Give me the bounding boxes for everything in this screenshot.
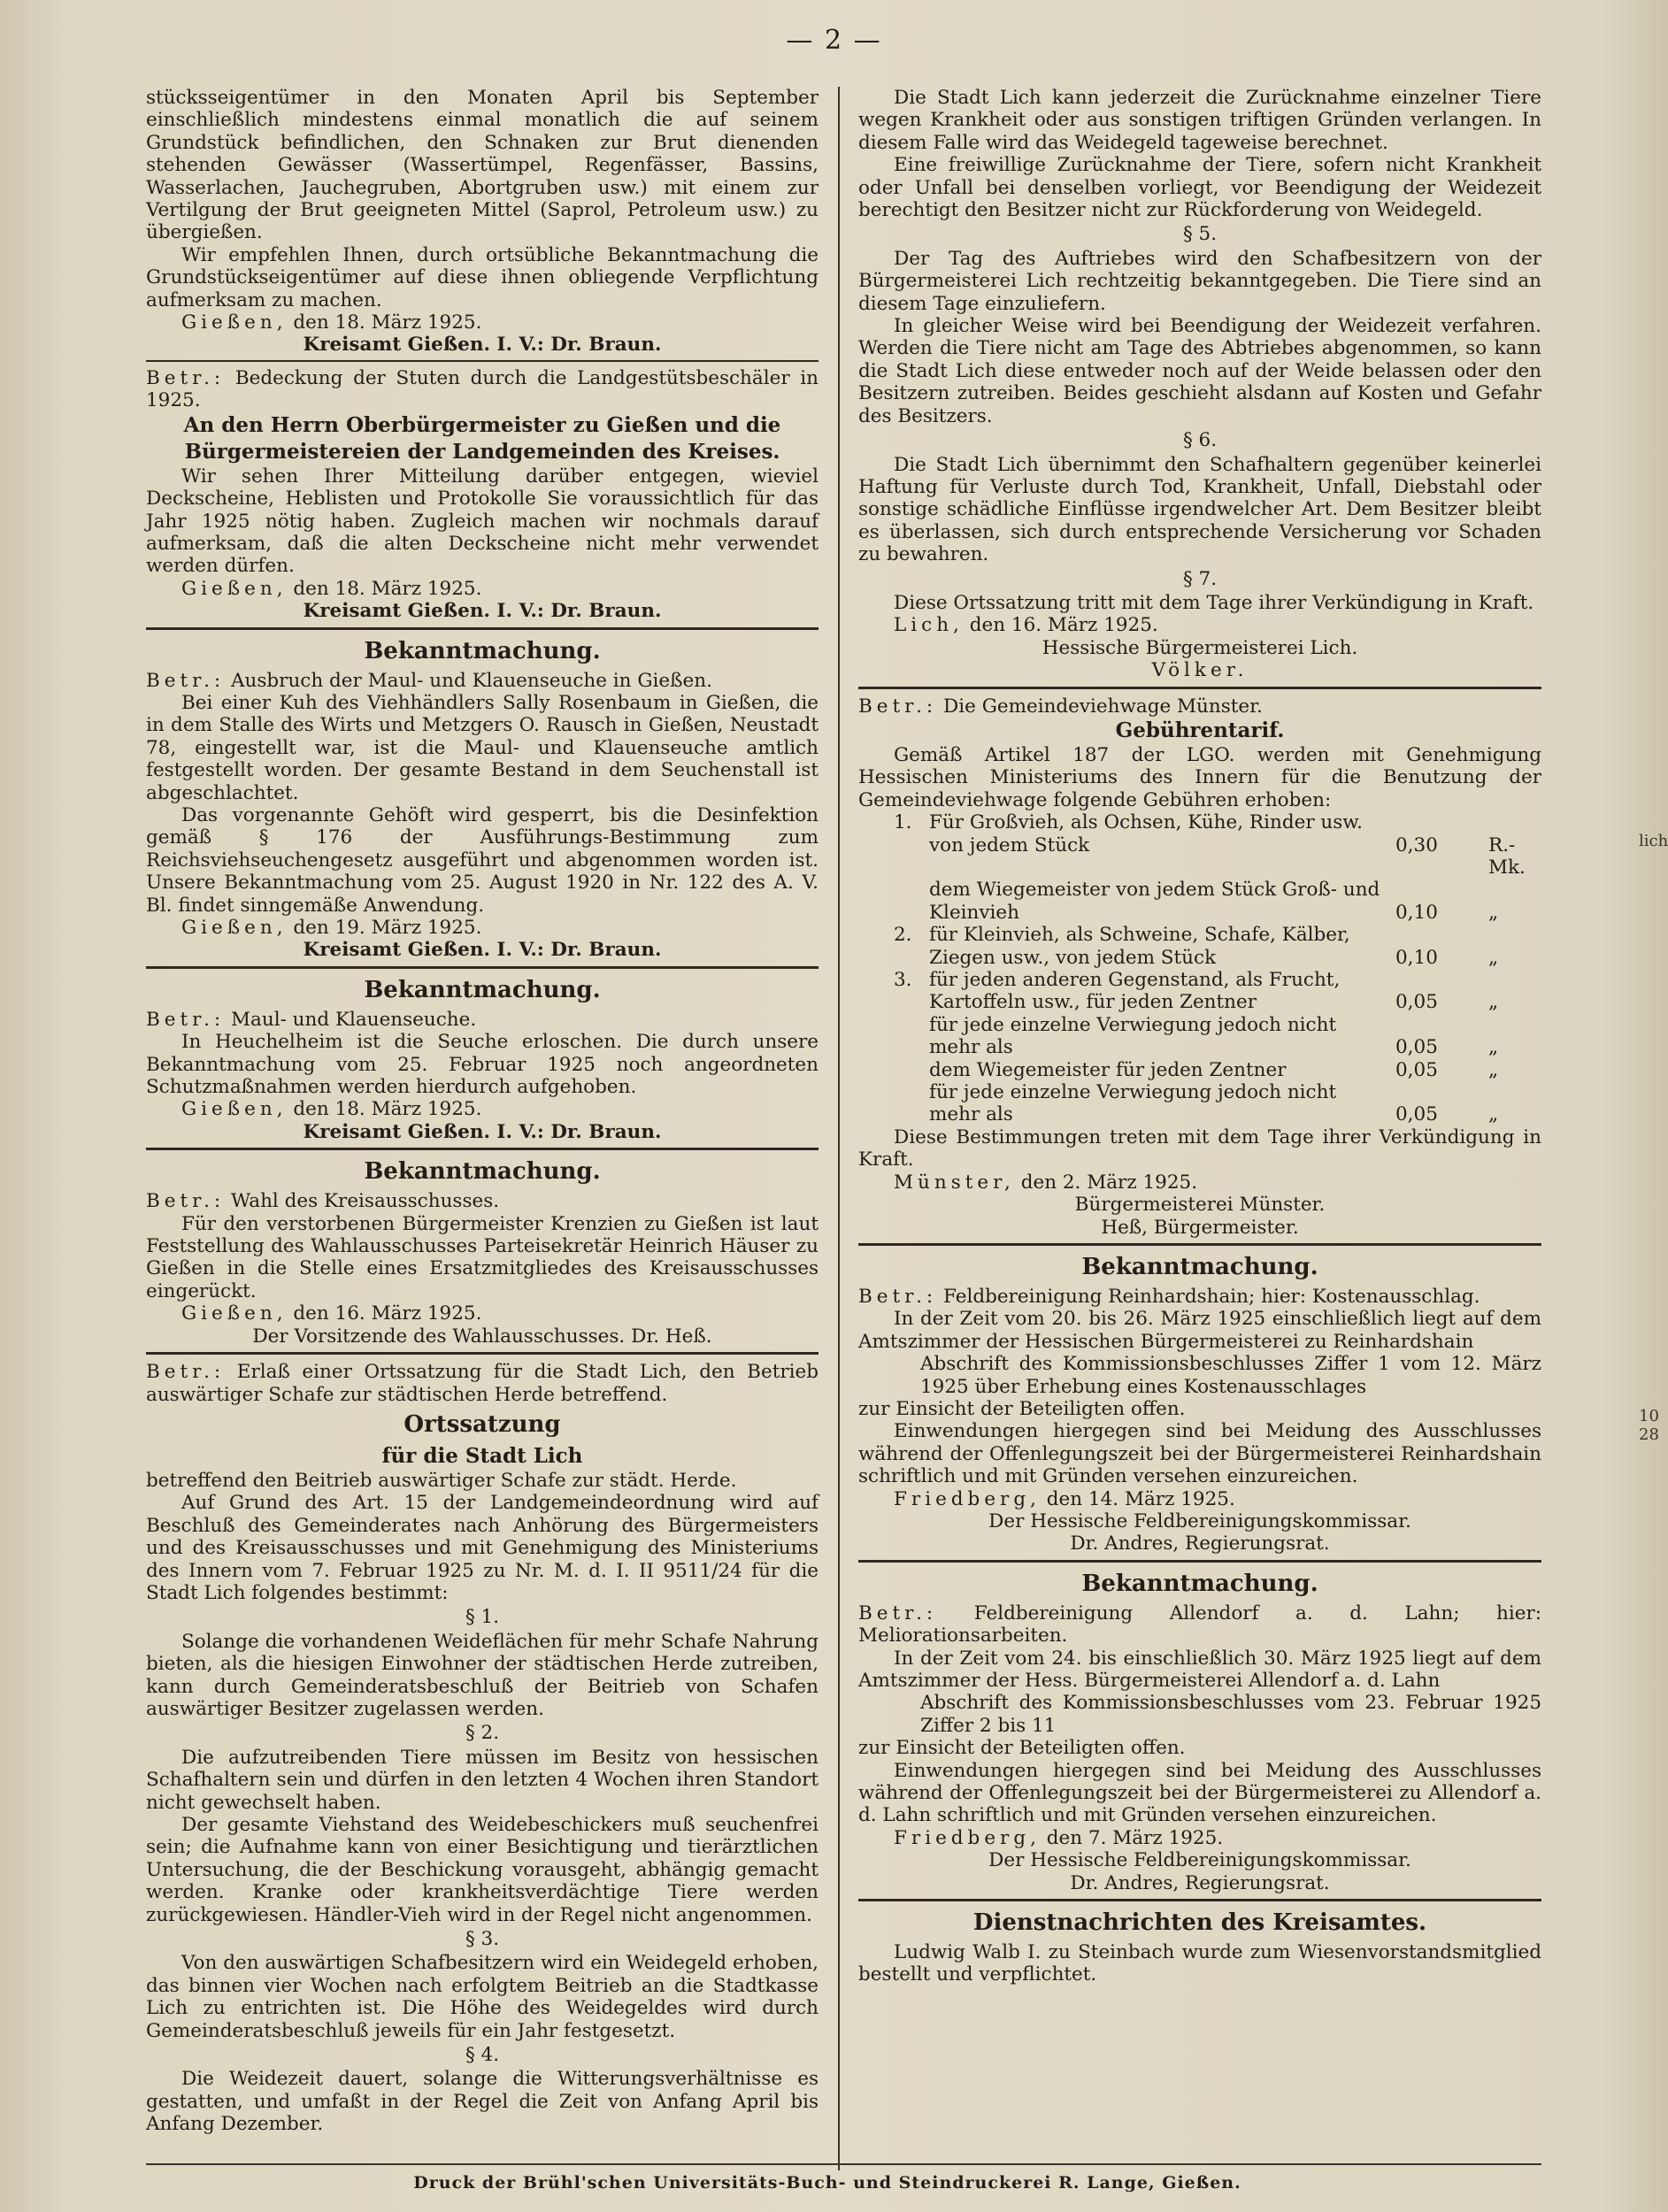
tariff-row [858, 1036, 1541, 1058]
dateline-place: Friedberg, [894, 1487, 1041, 1510]
s5-betr [146, 1361, 819, 1406]
betr-text: Maul- und Klauenseuche. [231, 1008, 477, 1031]
item-text: für jeden anderen Gegenstand, als Frucht, [929, 969, 1341, 992]
tariff-item-2 [858, 924, 1541, 946]
dateline-place: Lich, [894, 614, 964, 637]
s2-body-2: Das vorgenannte Gehöft wird gesperrt, bis die Desinfektion gemäß § 176 der Ausführungs-Bestimmung zum Reichsviehseuchengesetz ausgeführt und abgenommen worden ist. Unsere Bekanntmachung vom 25. August 1920 in Nr. 122 des A. V. Bl. findet sinngemäße Anwendung. [146, 803, 819, 917]
s9-title: Dienstnachrichten des Kreisamtes. [972, 1909, 1427, 1937]
s1-signature: Kreisamt Gießen. I. V.: Dr. Braun. [303, 600, 662, 623]
s6-signature-1: Bürgermeisterei Münster. [1074, 1194, 1326, 1217]
paragraph-3-heading: § 3. [465, 1928, 500, 1951]
betr-label: Betr.: [858, 1601, 938, 1624]
continuation-1: Die Stadt Lich kann jederzeit die Zurücknahme einzelner Tiere wegen Krankheit oder aus sonstigen triftigen Gründen verlangen. In diesem Falle wird das Weidegeld tageweise berechnet. [858, 87, 1541, 154]
row-value: 0,10 [1395, 946, 1438, 969]
item-number: 1. [894, 811, 912, 834]
s8-title: Bekanntmachung. [1081, 1570, 1318, 1597]
paragraph-7-text: Diese Ortssatzung tritt mit dem Tage ihrer Verkündigung in Kraft. [894, 591, 1534, 614]
s6-dateline [858, 1171, 1541, 1194]
dateline-date: den 16. März 1925. [969, 614, 1158, 637]
divider [146, 627, 819, 630]
s3-dateline [146, 1098, 819, 1120]
s8-body: In der Zeit vom 24. bis einschließlich 30. März 1925 liegt auf dem Amtszimmer der Hess. Bürgermeisterei Allendorf a. d. Lahn [858, 1647, 1541, 1692]
divider [858, 1899, 1541, 1901]
dateline-place: Gießen, [181, 311, 288, 334]
betr-label: Betr.: [858, 695, 938, 718]
right-column [858, 87, 1541, 1986]
s7-body-2: zur Einsicht der Beteiligten offen. [858, 1397, 1186, 1420]
row-label: dem Wiegemeister für jeden Zentner [929, 1058, 1287, 1081]
s5-intro: betreffend den Beitrieb auswärtiger Schafe zur städt. Herde. [146, 1469, 737, 1492]
betr-text: Wahl des Kreisausschusses. [231, 1190, 500, 1213]
betr-label: Betr.: [146, 1361, 226, 1384]
dateline-date: den 19. März 1925. [293, 917, 482, 939]
tariff-item-3 [858, 969, 1541, 991]
paragraph-4-heading: § 4. [465, 2044, 500, 2067]
dateline-place: Gießen, [181, 577, 288, 600]
s5-subtitle: für die Stadt Lich [381, 1443, 583, 1468]
s8-dateline [858, 1827, 1541, 1849]
dateline-date: den 14. März 1925. [1046, 1487, 1235, 1510]
paragraph-2-heading: § 2. [465, 1722, 500, 1745]
s4-betr [146, 1190, 819, 1212]
s8-signature-1: Der Hessische Feldbereinigungskommissar. [988, 1849, 1411, 1872]
s7-body-3: Einwendungen hiergegen sind bei Meidung des Ausschlusses während der Offenlegungszeit bei der Bürgermeisterei Reinhardshain schriftlich und mit Gründen versehen einzureichen. [858, 1420, 1541, 1488]
tariff-row [858, 1059, 1541, 1081]
page-number: — 2 — [786, 25, 882, 56]
ditto-mark: „ [1488, 946, 1499, 969]
paragraph-1-heading: § 1. [465, 1606, 500, 1629]
continuation-2: Eine freiwillige Zurücknahme der Tiere, sofern nicht Krankheit oder Unfall bei denselben vorliegt, vor Beendigung der Weidezeit berechtigt den Besitzer nicht zur Rückforderung von Weidegeld. [858, 154, 1541, 222]
row-label: von jedem Stück [929, 833, 1090, 856]
intro-signature: Kreisamt Gießen. I. V.: Dr. Braun. [303, 334, 662, 357]
lich-dateline [858, 614, 1541, 636]
betr-label: Betr.: [146, 1190, 226, 1213]
s8-body-3: Einwendungen hiergegen sind bei Meidung des Ausschlusses während der Offenlegungszeit bei der Bürgermeisterei zu Allendorf a. d. Lahn schriftlich und mit Gründen versehen einzureichen. [858, 1759, 1541, 1827]
s6-title: Gebührentarif. [1115, 718, 1285, 742]
dateline-date: den 16. März 1925. [293, 1302, 482, 1325]
s9-body: Ludwig Walb I. zu Steinbach wurde zum Wiesenvorstandsmitglied bestellt und verpflichtet. [858, 1941, 1541, 1986]
ditto-mark: „ [1488, 991, 1499, 1014]
paragraph-6-heading: § 6. [1182, 429, 1218, 452]
row-label: Kartoffeln usw., für jeden Zentner [929, 991, 1257, 1014]
tariff-row [858, 947, 1541, 969]
tariff-row [858, 991, 1541, 1013]
s8-body-2: zur Einsicht der Beteiligten offen. [858, 1737, 1186, 1760]
intro-paragraph: stücksseigentümer in den Monaten April bis September einschließlich mindestens einmal monatlich die auf seinem Grundstück befindlichen, den Schnaken zur Brut dienenden stehenden Gewässer (Wassertümpel, Regenfässer, Bassins, Wasserlachen, Jauchegruben, Abortgruben usw.) mit einem zur Vertilgung der Brut geeigneten Mittel (Saprol, Petroleum usw.) zu übergießen. [146, 87, 819, 244]
printer-imprint: Druck der Brühl'schen Universitäts-Buch- und Steindruckerei R. Lange, Gießen. [413, 2173, 1241, 2193]
paragraph-5-text-a: Der Tag des Auftriebes wird den Schafbesitzern von der Bürgermeisterei Lich rechtzeitig bekanntgegeben. Die Tiere sind an diesem Tage einzuliefern. [858, 247, 1541, 315]
paragraph-2-text-a: Die aufzutreibenden Tiere müssen im Besitz von hessischen Schafhaltern sein und dürfen in den letzten 4 Wochen ihren Standort nicht gewechselt haben. [146, 1746, 819, 1814]
s7-signature-1: Der Hessische Feldbereinigungskommissar. [988, 1509, 1411, 1532]
paragraph-1-text: Solange die vorhandenen Weideflächen für mehr Schafe Nahrung bieten, als die hiesigen Einwohner der städtischen Herde zutreiben, kann durch Gemeinderatsbeschluß der Beitrieb von Schafen auswärtiger Besitzer zugelassen werden. [146, 1630, 819, 1720]
s6-signature-2: Heß, Bürgermeister. [1101, 1216, 1299, 1239]
s6-outro: Diese Bestimmungen treten mit dem Tage ihrer Verkündigung in Kraft. [858, 1125, 1541, 1171]
divider [146, 360, 819, 362]
row-unit: R.-Mk. [1488, 833, 1526, 879]
edge-mark-top: lich [1639, 832, 1668, 850]
s1-betr [146, 367, 819, 412]
s3-betr [146, 1009, 819, 1031]
dateline-date: den 18. März 1925. [293, 577, 482, 600]
lich-signature-1: Hessische Bürgermeisterei Lich. [1042, 636, 1358, 659]
divider [858, 687, 1541, 689]
divider [858, 1243, 1541, 1246]
edge-mark-bottom: 10 28 [1639, 1407, 1659, 1444]
row-value: 0,05 [1395, 991, 1438, 1014]
divider [146, 1148, 819, 1150]
betr-text: Die Gemeindeviehwage Münster. [943, 695, 1263, 718]
ditto-mark: „ [1488, 1058, 1499, 1081]
s7-signature-2: Dr. Andres, Regierungsrat. [1070, 1532, 1330, 1555]
dateline-place: Gießen, [181, 917, 288, 939]
s1-address: An den Herrn Oberbürgermeister zu Gießen und die Bürgermeistereien der Landgemeinden des Kreises. [183, 412, 781, 464]
s5-preamble: Auf Grund des Art. 15 der Landgemeindeordnung wird auf Beschluß des Gemeinderates nach Anhörung des Bürgermeisters und des Kreisausschusses und mit Genehmigung des Ministeriums des Innern vom 7. Februar 1925 zu Nr. M. d. I. II 9511/24 für die Stadt Lich folgendes bestimmt: [146, 1492, 819, 1604]
tariff-row [858, 1103, 1541, 1125]
s2-dateline [146, 917, 819, 939]
s5-title: Ortssatzung [404, 1410, 561, 1438]
s7-betr [858, 1286, 1541, 1308]
dateline-date: den 18. März 1925. [293, 1098, 482, 1121]
row-value: 0,05 [1395, 1103, 1438, 1126]
dateline-date: den 2. März 1925. [1020, 1171, 1198, 1194]
s7-title: Bekanntmachung. [1081, 1253, 1318, 1280]
s8-signature-2: Dr. Andres, Regierungsrat. [1070, 1871, 1330, 1894]
betr-label: Betr.: [146, 1008, 226, 1031]
intro-dateline [146, 311, 819, 334]
item-text: Für Großvieh, als Ochsen, Kühe, Rinder usw. [929, 811, 1363, 834]
row-value: 0,05 [1395, 1058, 1438, 1081]
tariff-row [858, 1081, 1541, 1103]
betr-label: Betr.: [146, 669, 226, 692]
dateline-place: Gießen, [181, 1098, 288, 1121]
s4-body: Für den verstorbenen Bürgermeister Krenzien zu Gießen ist laut Feststellung des Wahlausschusses Parteisekretär Heinrich Häuser zu Gießen in die Stelle eines Ersatzmitgliedes des Kreisausschusses eingerückt. [146, 1212, 819, 1302]
row-label: mehr als [929, 1036, 1013, 1059]
betr-text: Feldbereinigung Allendorf a. d. Lahn; hier: Meliorationsarbeiten. [858, 1601, 1541, 1647]
s7-dateline [858, 1488, 1541, 1510]
lich-signature-2: Völker. [1151, 659, 1249, 682]
ditto-mark: „ [1488, 901, 1499, 924]
divider [146, 1352, 819, 1355]
bottom-rule [146, 2163, 1541, 2165]
paragraph-4-text: Die Weidezeit dauert, solange die Witterungsverhältnisse es gestatten, und umfaßt in der Regel die Zeit von Anfang April bis Anfang Dezember. [146, 2068, 819, 2136]
paragraph-2-text-b: Der gesamte Viehstand des Weidebeschickers muß seuchenfrei sein; die Aufnahme kann von einer Besichtigung und tierärztlichen Untersuchung, die der Beschickung vorausgeht, abhängig gemacht werden. Kranke oder krankheitsverdächtige Tiere werden zurückgewiesen. Händler-Vieh wird in der Regel nicht angenommen. [146, 1814, 819, 1926]
s8-item: Abschrift des Kommissionsbeschlusses vom 23. Februar 1925 Ziffer 2 bis 11 [920, 1692, 1541, 1737]
row-label: für jede einzelne Verwiegung jedoch nicht [929, 1013, 1337, 1036]
s2-signature: Kreisamt Gießen. I. V.: Dr. Braun. [303, 939, 662, 962]
tariff-row [858, 1014, 1541, 1036]
tariff-row [858, 879, 1541, 924]
s7-item: Abschrift des Kommissionsbeschlusses Ziffer 1 vom 12. März 1925 über Erhebung eines Kostenausschlages [920, 1353, 1541, 1398]
item-text: für Kleinvieh, als Schweine, Schafe, Kälber, [929, 924, 1350, 947]
row-label: mehr als [929, 1103, 1013, 1126]
paragraph-7-heading: § 7. [1182, 567, 1218, 590]
s2-betr [146, 670, 819, 692]
intro-paragraph-2: Wir empfehlen Ihnen, durch ortsübliche Bekanntmachung die Grundstückseigentümer auf diese ihnen obliegende Verpflichtung aufmerksam zu machen. [146, 243, 819, 311]
betr-text: Feldbereinigung Reinhardshain; hier: Kostenausschlag. [943, 1285, 1480, 1308]
s7-body: In der Zeit vom 20. bis 26. März 1925 einschließlich liegt auf dem Amtszimmer der Hessischen Bürgermeisterei zu Reinhardshain [858, 1308, 1541, 1353]
dateline-place: Münster, [894, 1171, 1015, 1194]
s1-dateline [146, 578, 819, 600]
dateline-place: Gießen, [181, 1302, 288, 1325]
ditto-mark: „ [1488, 1036, 1499, 1059]
s6-betr [858, 695, 1541, 718]
betr-text: Erlaß einer Ortssatzung für die Stadt Lich, den Betrieb auswärtiger Schafe zur städtischen Herde betreffend. [146, 1361, 819, 1406]
left-column [146, 87, 819, 2136]
betr-label: Betr.: [146, 366, 226, 389]
dateline-date: den 7. März 1925. [1046, 1826, 1224, 1849]
betr-text: Ausbruch der Maul- und Klauenseuche in Gießen. [231, 669, 712, 692]
s4-title: Bekanntmachung. [364, 1158, 601, 1186]
row-value: 0,30 [1395, 833, 1438, 856]
divider [858, 1560, 1541, 1563]
item-number: 3. [894, 969, 912, 992]
betr-label: Betr.: [858, 1285, 938, 1308]
s4-dateline [146, 1302, 819, 1325]
row-value: 0,10 [1395, 901, 1438, 924]
column-divider [838, 87, 840, 2170]
s3-title: Bekanntmachung. [364, 976, 601, 1003]
row-label: dem Wiegemeister von jedem Stück Groß- und Kleinvieh [929, 879, 1380, 924]
dateline-date: den 18. März 1925. [293, 311, 482, 334]
item-number: 2. [894, 924, 912, 947]
row-label: für jede einzelne Verwiegung jedoch nicht [929, 1081, 1337, 1104]
dateline-place: Friedberg, [894, 1826, 1041, 1849]
paragraph-6-text: Die Stadt Lich übernimmt den Schafhaltern gegenüber keinerlei Haftung für Verluste durch Tod, Krankheit, Unfall, Diebstahl oder sonstige schädliche Einflüsse irgendwelcher Art. Dem Besitzer bleibt es überlassen, sich durch entsprechende Versicherung vor Schaden zu bewahren. [858, 453, 1541, 566]
s8-betr [858, 1602, 1541, 1647]
s3-body: In Heuchelheim ist die Seuche erloschen. Die durch unsere Bekanntmachung vom 25. Februar 1925 noch angeordneten Schutzmaßnahmen werden hierdurch aufgehoben. [146, 1031, 819, 1099]
paragraph-5-text-b: In gleicher Weise wird bei Beendigung der Weidezeit verfahren. Werden die Tiere nicht am Tage des Abtriebes abgenommen, so kann die Stadt Lich diese entweder noch auf der Weide belassen oder den Besitzern zutreiben. Beides geschieht alsdann auf Kosten und Gefahr des Besitzers. [858, 315, 1541, 427]
paragraph-3-text: Von den auswärtigen Schafbesitzern wird ein Weidegeld erhoben, das binnen vier Wochen nach erfolgtem Beitrieb an die Stadtkasse Lich zu entrichten ist. Die Höhe des Weidegeldes wird durch Gemeinderatsbeschluß jeweils für ein Jahr festgesetzt. [146, 1952, 819, 2042]
s6-intro: Gemäß Artikel 187 der LGO. werden mit Genehmigung Hessischen Ministeriums des Innern für die Benutzung der Gemeindeviehwage folgende Gebühren erhoben: [858, 743, 1541, 811]
row-label: Ziegen usw., von jedem Stück [929, 946, 1217, 969]
s4-signature: Der Vorsitzende des Wahlausschusses. Dr. Heß. [252, 1325, 712, 1348]
s1-body: Wir sehen Ihrer Mitteilung darüber entgegen, wieviel Deckscheine, Heblisten und Protokolle Sie voraussichtlich für das Jahr 1925 nötig haben. Zugleich machen wir nochmals darauf aufmerksam, daß die alten Deckscheine nicht mehr verwendet werden dürfen. [146, 465, 819, 578]
divider [146, 966, 819, 969]
tariff-item-1 [858, 811, 1541, 833]
row-value: 0,05 [1395, 1036, 1438, 1059]
paragraph-5-heading: § 5. [1182, 223, 1218, 246]
s2-body-1: Bei einer Kuh des Viehhändlers Sally Rosenbaum in Gießen, die in dem Stalle des Wirts und Metzgers O. Rausch in Gießen, Neustadt 78, eingestellt war, ist die Maul- und Klauenseuche amtlich festgestellt worden. Der gesamte Bestand in dem Seuchenstall ist abgeschlachtet. [146, 691, 819, 804]
ditto-mark: „ [1488, 1103, 1499, 1126]
s2-title: Bekanntmachung. [364, 637, 601, 664]
tariff-row [858, 834, 1541, 879]
s3-signature: Kreisamt Gießen. I. V.: Dr. Braun. [303, 1120, 662, 1143]
betr-text: Bedeckung der Stuten durch die Landgestütsbeschäler in 1925. [146, 366, 819, 412]
